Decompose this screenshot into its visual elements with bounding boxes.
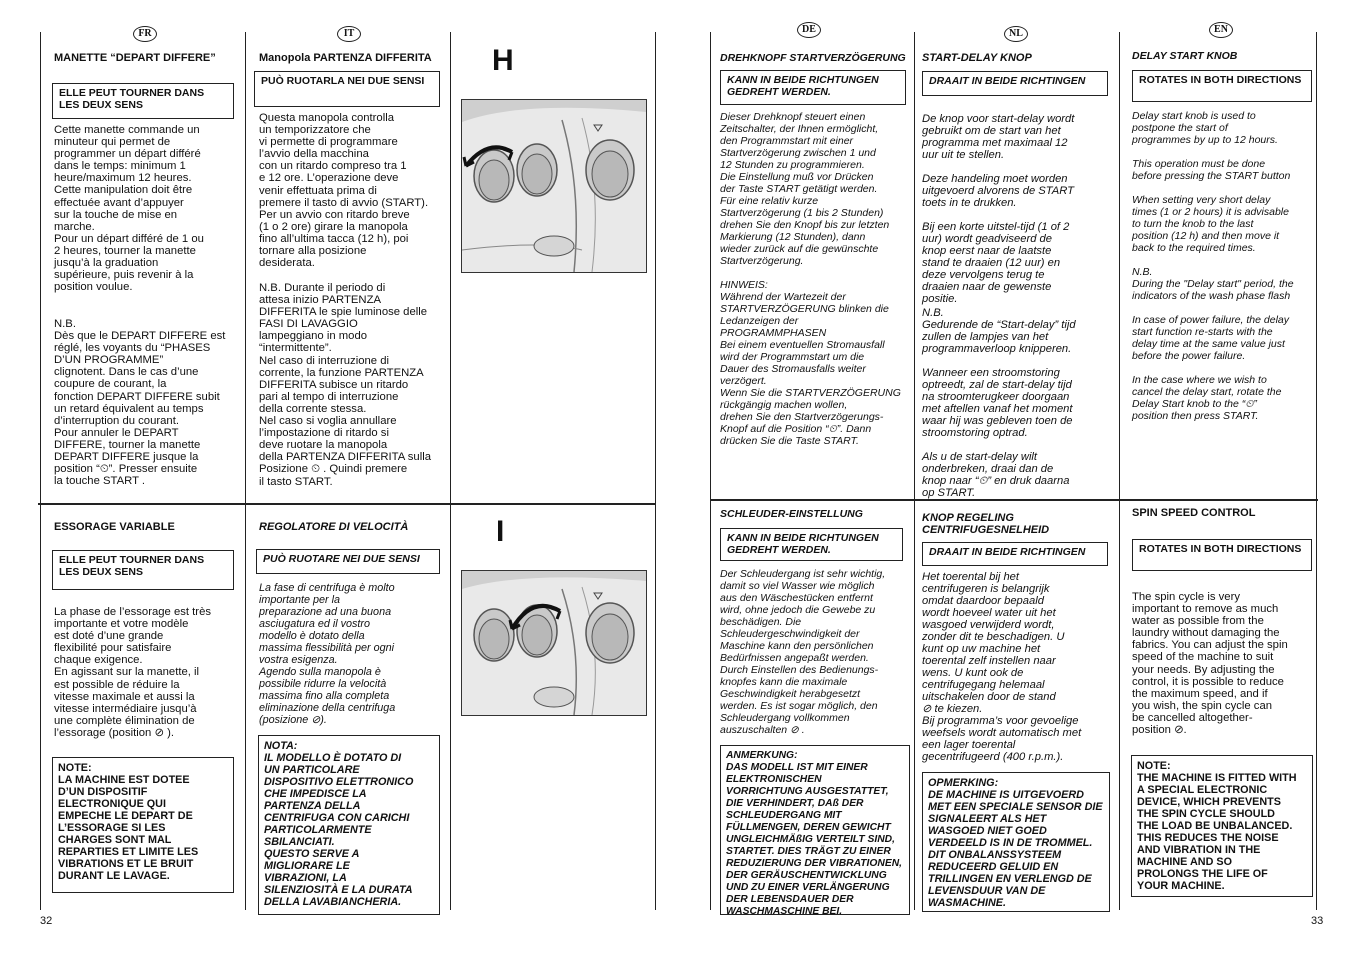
section-heading: SCHLEUDER-EINSTELLUNG (720, 508, 863, 520)
body-text: La fase di centrifuga è molto importante per la preparazione ad una buona asciugatura ed il vostro modello è dotato della massima flessibilità per ogni vostra esigenza. Agendo sulla manopola è possibile ridurre la velocità massima fino alla completa eliminazione della centrifuga (posizione ⊘). (259, 582, 396, 726)
rotation-label-box: ROTATES IN BOTH DIRECTIONS (1132, 539, 1312, 571)
body-text: Delay start knob is used to postpone the start of programmes by up to 12 hours. This operation must be done before pressing the START button When setting very short delay times (1 or 2 hours) it is advisable to turn the knob to the last position (12 h) and then move it back to the required times. (1132, 110, 1291, 254)
section-letter-h: H (492, 44, 514, 77)
rotation-label-box: KANN IN BEIDE RICHTUNGEN GEDREHT WERDEN. (720, 70, 906, 105)
section-heading: MANETTE “DEPART DIFFERE” (54, 52, 216, 64)
section-divider (710, 499, 1318, 501)
note-text: N.B. Gedurende de “Start-delay” tijd zullen de lampjes van het programmaverloop knipperen. Wanneer een stroomstoring optreedt, zal de start-delay tijd na stroomterugkeer doorgaan met aftellen vanaf het moment waar hij was gebleven toen de stroomstoring optrad. Als u de start-delay wilt onderbreken, draai dan de knop naar “⏲” en druk daarna op START. (922, 307, 1076, 499)
column-divider (914, 32, 915, 910)
language-flag-en: EN (1209, 22, 1233, 38)
section-heading: DREHKNOPF STARTVERZÖGERUNG (720, 52, 906, 64)
rotation-label-box: PUÒ RUOTARLA NEI DUE SENSI (254, 71, 440, 107)
note-text: HINWEIS: Während der Wartezeit der STARTVERZÖGERUNG blinken die Ledanzeigen der PROGRAMMPHASEN Bei einem eventuellen Stromausfall wird der Programmstart um die Dauer des Stromausfalls weiter verzögert. Wenn Sie die STARTVERZÖGERUNG rückgängig machen wollen, drehen Sie den Startverzögerungs- Knopf auf die Position “⏲”. Dann drücken Sie die Taste START. (720, 279, 901, 447)
page-number: 32 (40, 915, 53, 927)
section-heading: REGOLATORE DI VELOCITÀ (259, 521, 409, 533)
body-text: The spin cycle is very important to remove as much water as possible from the laundry without damaging the fabrics. You can adjust the spin speed of the machine to suit your needs. By adjusting the control, it is possible to reduce the maximum speed, and if you wish, the spin cycle can be cancelled altogether- position ⊘. (1132, 591, 1288, 737)
section-heading: SPIN SPEED CONTROL (1132, 507, 1256, 519)
section-heading: DELAY START KNOB (1132, 50, 1238, 62)
body-text: Het toerental bij het centrifugeren is belangrijk omdat daardoor bepaald wordt hoeveel water uit het wasgoed verwijderd wordt, zonder dit te beschadigen. U kunt op uw machine het toerental zelf instellen naar wens. U kunt ook de centrifugegang helemaal uitschakelen door de stand ⊘ te kiezen. Bij programma’s voor gevoelige weefsels wordt automatisch met een lager toerental gecentrifugeerd (400 r.p.m.). (922, 571, 1082, 763)
control-panel-illustration (461, 99, 647, 273)
language-flag-it: IT (337, 26, 361, 42)
note-box: NOTA: IL MODELLO È DOTATO DI UN PARTICOLARE DISPOSITIVO ELETTRONICO CHE IMPEDISCE LA PARTENZA DELLA CENTRIFUGA CON CARICHI PARTICOLARMENTE SBILANCIATI. QUESTO SERVE A MIGLIORARE LE VIBRAZIONI, LA SILENZIOSITÀ E LA DURATA DELLA LAVABIANCHERIA. (258, 735, 440, 915)
rotation-label-box: KANN IN BEIDE RICHTUNGEN GEDREHT WERDEN. (720, 528, 903, 561)
note-text: N.B. Durante il periodo di attesa inizio PARTENZA DIFFERITA le spie luminose delle FASI DI LAVAGGIO lampeggiano in modo “intermittente”. Nel caso di interruzione di corrente, la funzione PARTENZA DIFFERITA subisce un ritardo pari al tempo di interruzione della corrente stessa. Nel caso si voglia annullare l’impostazione di ritardo si deve ruotare la manopola della PARTENZA DIFFERITA sulla Posizione ⏲ . Quindi premere il tasto START. (259, 282, 432, 488)
rotation-label-box: DRAAIT IN BEIDE RICHTINGEN (922, 542, 1108, 566)
rotation-label-box: ROTATES IN BOTH DIRECTIONS (1132, 70, 1312, 102)
column-divider (245, 32, 246, 910)
language-flag-de: DE (797, 22, 821, 38)
note-text: N.B. Dès que le DEPART DIFFERE est réglé, les voyants du “PHASES D’UN PROGRAMME” clignotent. Dans le cas d’une coupure de courant, la fonction DEPART DIFFERE subit un retard équivalent au temps d’interruption du courant. Pour annuler le DEPART DIFFERE, tourner la manette DEPART DIFFERE jusque la position “⏲”. Presser ensuite la touche START . (54, 318, 226, 488)
language-flag-fr: FR (133, 26, 157, 42)
column-divider (40, 32, 41, 910)
section-divider (38, 503, 656, 505)
body-text: La phase de l’essorage est très importante et votre modèle est doté d’une grande flexibilité pour satisfaire chaque exigence. En agissant sur la manette, il est possible de réduire la vitesse maximale et aussi la vitesse intermédiaire jusqu’à une complète élimination de l’essorage (position ⊘ ). (54, 606, 211, 739)
rotation-label-box: DRAAIT IN BEIDE RICHTINGEN (922, 71, 1108, 96)
body-text: Cette manette commande un minuteur qui permet de programmer un départ différé dans le temps: minimum 1 heure/maximum 12 heures. Cette manipulation doit être effectuée avant d’appuyer sur la touche de mise en marche. Pour un départ différé de 1 ou 2 heures, tourner la manette jusqu’à la graduation supérieure, puis revenir à la position voulue. (54, 124, 204, 294)
body-text: Der Schleudergang ist sehr wichtig, damit so viel Wasser wie möglich aus den Wäschestücken entfernt wird, ohne jedoch die Gewebe zu beschädigen. Die Schleudergeschwindigkeit der Maschine kann den persönlichen Bedürfnissen angepaßt werden. Durch Einstellen des Bedienungs- knopfes kann die maximale Geschwindigkeit herabgesetzt werden. Es ist sogar möglich, den Schleudergang vollkommen auszuschalten ⊘ . (720, 568, 886, 736)
note-box: NOTE: LA MACHINE EST DOTEE D’UN DISPOSITIF ELECTRONIQUE QUI EMPECHE LE DEPART DE L’ESSORAGE SI LES CHARGES SONT MAL REPARTIES ET LIMITE LES VIBRATIONS ET LE BRUIT DURANT LE LAVAGE. (52, 757, 234, 893)
rotation-label-box: PUÒ RUOTARE NEI DUE SENSI (256, 549, 440, 574)
body-text: Questa manopola controlla un temporizzatore che vi permette di programmare l’avvio della macchina con un ritardo compreso tra 1 e 12 ore. L’operazione deve venir effettuata prima di premere il tasto di avvio (START). Per un avvio con ritardo breve (1 o 2 ore) girare la manopola fino all’ultima tacca (12 h), poi tornare alla posizione desiderata. (259, 112, 429, 270)
body-text: De knop voor start-delay wordt gebruikt om de start van het programma met maximaal 12 uur uit te stellen. Deze handeling moet worden uitgevoerd alvorens de START toets in te drukken. Bij een korte uitstel-tijd (1 of 2 uur) wordt geadviseerd de knop eerst naar de laatste stand te draaien (12 uur) en deze vervolgens terug te draaien naar de gewenste positie. (922, 113, 1075, 305)
note-box: ANMERKUNG: DAS MODELL IST MIT EINER ELEKTRONISCHEN VORRICHTUNG AUSGESTATTET, DIE VERHINDERT, DAß DER SCHLEUDERGANG MIT FÜLLMENGEN, DEREN GEWICHT UNGLEICHMÄßIG VERTEILT SIND, STARTET. DIES TRÄGT ZU EINER REDUZIERUNG DER VIBRATIONEN, DER GERÄUSCHENTWICKLUNG UND ZU EINER VERLÄNGERUNG DER LEBENSDAUER DER WASCHMASCHINE BEI. (720, 745, 910, 915)
rotation-label-box: ELLE PEUT TOURNER DANS LES DEUX SENS (52, 550, 234, 590)
column-divider (710, 32, 711, 910)
page-number: 33 (1311, 915, 1324, 927)
body-text: Dieser Drehknopf steuert einen Zeitschalter, der Ihnen ermöglicht, den Programmstart mit einer Startverzögerung zwischen 1 und 12 Stunden zu programmieren. Die Einstellung muß vor Drücken der Taste START getätigt werden. Für eine relativ kurze Startverzögerung (1 bis 2 Stunden) drehen Sie den Knopf bis zur letzten Markierung (12 Stunden), dann wieder zurück auf die gewünschte Startverzögerung. (720, 111, 890, 267)
control-panel-illustration (461, 570, 647, 716)
section-heading: Manopola PARTENZA DIFFERITA (259, 52, 432, 64)
column-divider (450, 32, 451, 910)
section-heading: KNOP REGELING CENTRIFUGESNELHEID (922, 512, 1050, 536)
note-text: N.B. During the "Delay start" period, the indicators of the wash phase flash In case of power failure, the delay start function re-starts with the delay time at the same value just before the power failure. In the case where we wish to cancel the delay start, rotate the Delay Start knob to the “⏲” position then press START. (1132, 266, 1294, 422)
section-heading: START-DELAY KNOP (922, 52, 1032, 64)
column-divider (1119, 32, 1120, 910)
column-divider (655, 32, 656, 910)
column-divider (1316, 32, 1317, 910)
note-box: OPMERKING: DE MACHINE IS UITGEVOERD MET EEN SPECIALE SENSOR DIE SIGNALEERT ALS HET WASGOED NIET GOED VERDEELD IS IN DE TROMMEL. DIT ONBALANSSYSTEEM REDUCEERD GELUID EN TRILLINGEN EN VERLENGD DE LEVENSDUUR VAN DE WASMACHINE. (922, 772, 1110, 912)
section-letter-i: I (496, 515, 505, 548)
language-flag-nl: NL (1004, 26, 1028, 42)
rotation-label-box: ELLE PEUT TOURNER DANS LES DEUX SENS (52, 83, 234, 119)
section-heading: ESSORAGE VARIABLE (54, 521, 175, 533)
note-box: NOTE: THE MACHINE IS FITTED WITH A SPECIAL ELECTRONIC DEVICE, WHICH PREVENTS THE SPIN CYCLE SHOULD THE LOAD BE UNBALANCED. THIS REDUCES THE NOISE AND VIBRATION IN THE MACHINE AND SO PROLONGS THE LIFE OF YOUR MACHINE. (1131, 755, 1313, 897)
